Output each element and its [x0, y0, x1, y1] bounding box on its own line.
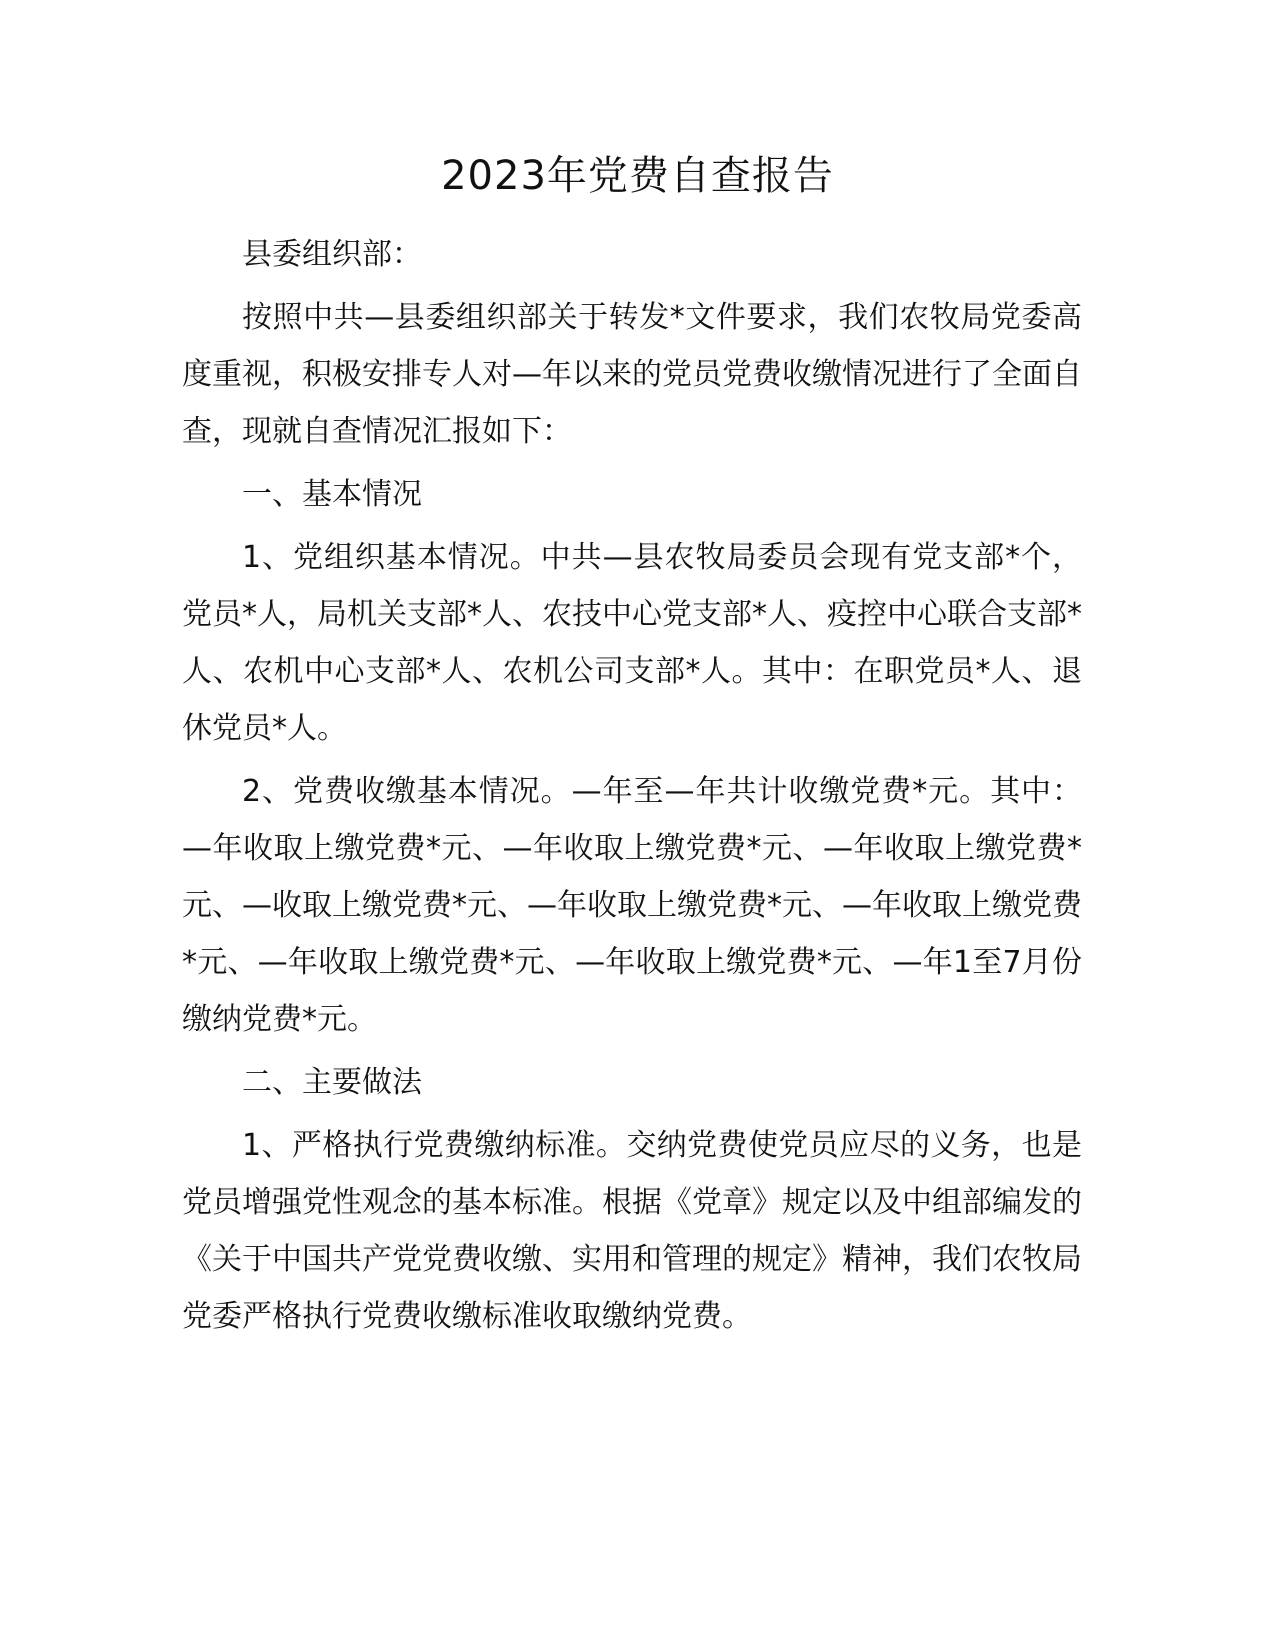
salutation: 县委组织部： [242, 237, 422, 272]
document-title: 2023年党费自查报告 [441, 153, 834, 199]
paragraph-dues-collection: 2、党费收缴基本情况。—年至—年共计收缴党费*元。其中：—年收取上缴党费*元、—年收取上缴党费*元、—年收取上缴党费*元、—收取上缴党费*元、—年收取上缴党费*元、—年收取上缴党费*元、—年收取上缴党费*元、—年收取上缴党费*元、—年1至7月份缴纳党费*元。 [182, 774, 1082, 1037]
intro-paragraph: 按照中共—县委组织部关于转发*文件要求，我们农牧局党委高度重视，积极安排专人对—年以来的党员党费收缴情况进行了全面自查，现就自查情况汇报如下： [182, 300, 1082, 449]
paragraph-dues-standard: 1、严格执行党费缴纳标准。交纳党费使党员应尽的义务，也是党员增强党性观念的基本标准。根据《党章》规定以及中组部编发的《关于中国共产党党费收缴、实用和管理的规定》精神，我们农牧局党委严格执行党费收缴标准收取缴纳党费。 [182, 1128, 1082, 1334]
section-heading-basic-situation: 一、基本情况 [242, 477, 422, 512]
paragraph-party-organization: 1、党组织基本情况。中共—县农牧局委员会现有党支部*个，党员*人，局机关支部*人、农技中心党支部*人、疫控中心联合支部*人、农机中心支部*人、农机公司支部*人。其中：在职党员*人、退休党员*人。 [182, 540, 1082, 746]
section-heading-main-practices: 二、主要做法 [242, 1065, 422, 1100]
document-body [182, 226, 1082, 1351]
